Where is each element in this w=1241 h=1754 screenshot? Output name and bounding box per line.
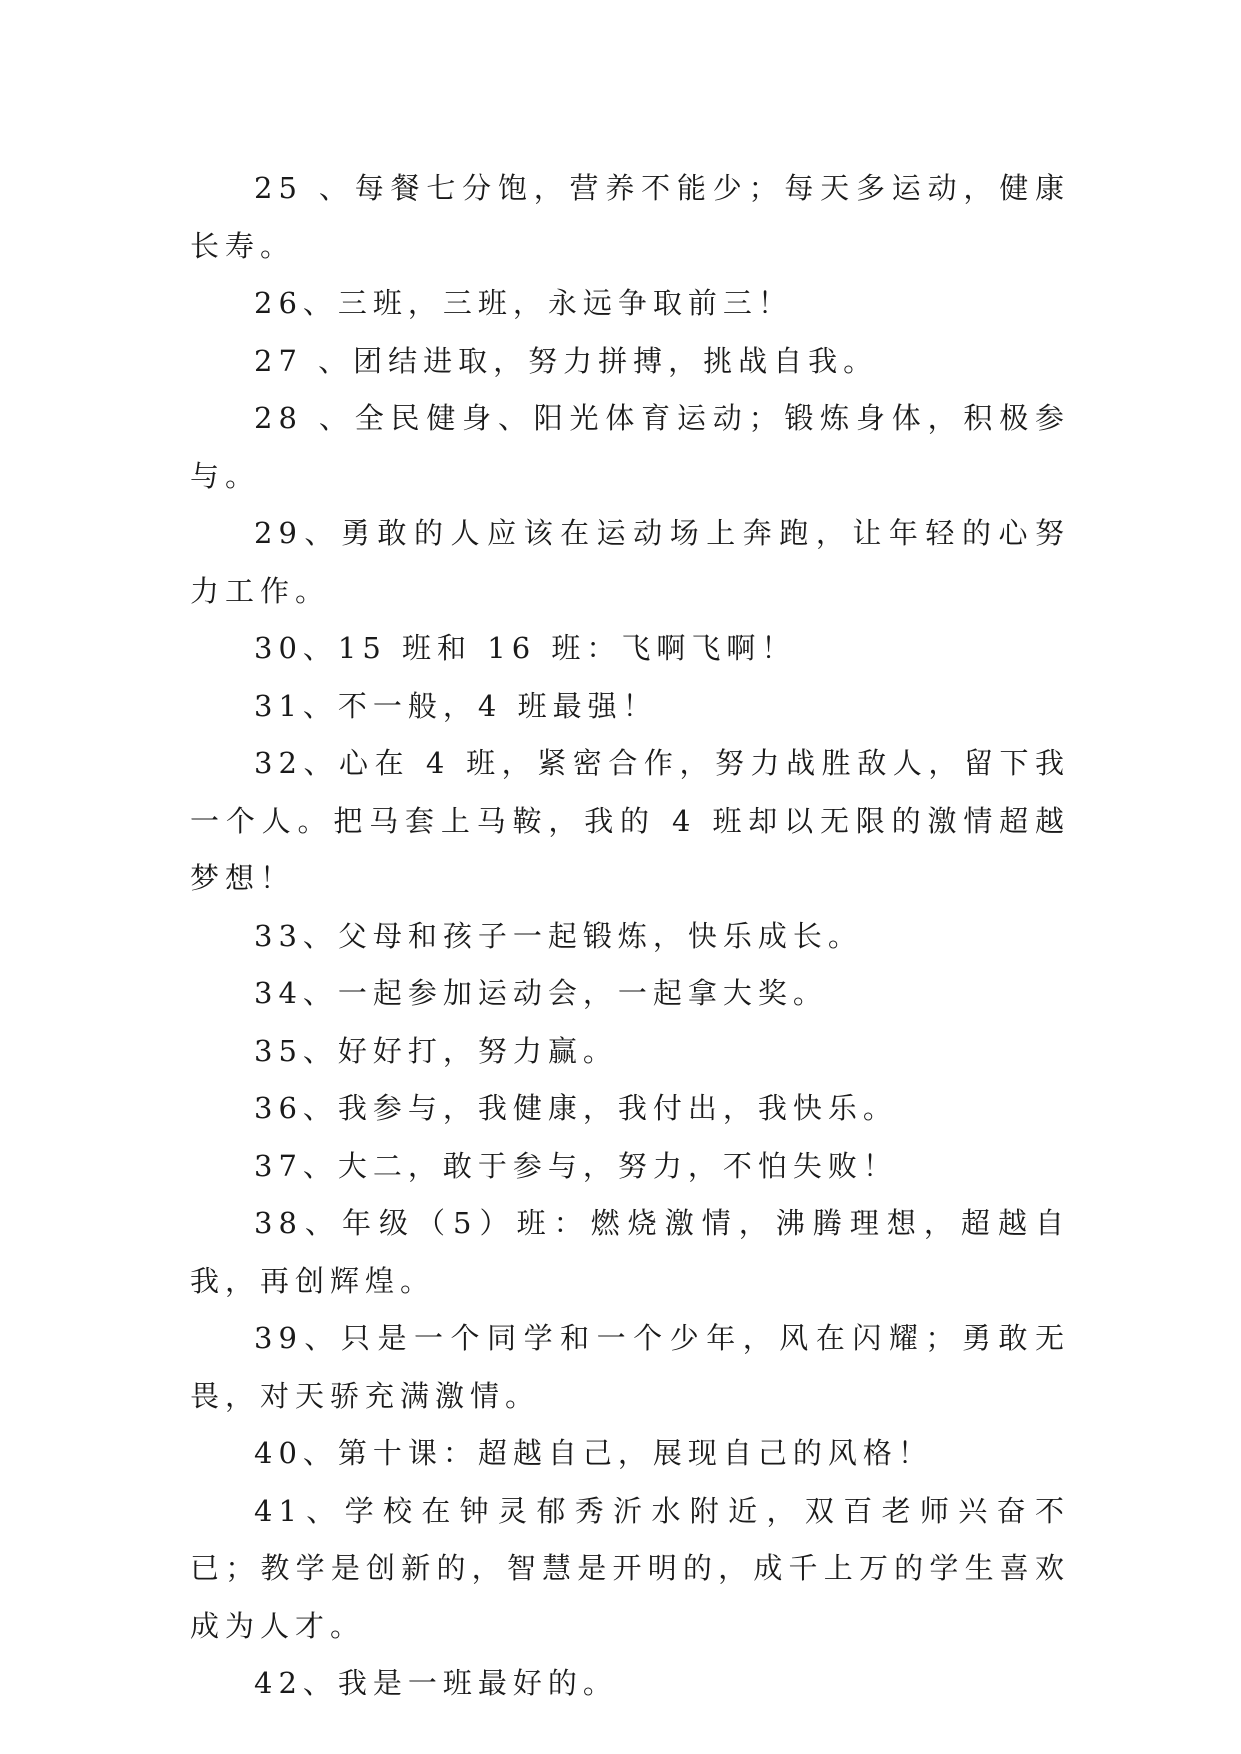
slogan-paragraph: 36、我参与，我健康，我付出，我快乐。 xyxy=(254,1091,898,1125)
slogan-paragraph: 37、大二，敢于参与，努力，不怕失败！ xyxy=(254,1148,898,1183)
slogan-paragraph: 33、父母和孩子一起锻炼，快乐成长。 xyxy=(254,918,863,953)
slogan-paragraph: 27 、团结进取，努力拼搏，挑战自我。 xyxy=(254,343,879,378)
slogan-paragraph: 42、我是一班最好的。 xyxy=(254,1666,618,1700)
slogan-paragraph: 35、好好打，努力赢。 xyxy=(254,1033,618,1068)
slogan-paragraph: 32、心在 4 班，紧密合作，努力战胜敌人，留下我一个人。把马套上马鞍，我的 4 班却以无限的激情超越梦想！ xyxy=(190,746,1070,895)
slogan-paragraph: 39、只是一个同学和一个少年，风在闪耀；勇敢无畏，对天骄充满激情。 xyxy=(190,1321,1070,1413)
slogan-paragraph: 25 、每餐七分饱，营养不能少；每天多运动，健康长寿。 xyxy=(190,171,1070,263)
slogan-paragraph: 34、一起参加运动会，一起拿大奖。 xyxy=(254,976,828,1010)
slogan-paragraph: 31、不一般，4 班最强！ xyxy=(254,688,658,723)
slogan-paragraph: 26、三班，三班，永远争取前三！ xyxy=(254,286,793,320)
document-body xyxy=(190,160,1070,1713)
slogan-paragraph: 29、勇敢的人应该在运动场上奔跑，让年轻的心努力工作。 xyxy=(190,516,1070,608)
slogan-paragraph: 40、第十课：超越自己，展现自己的风格！ xyxy=(254,1436,933,1470)
slogan-paragraph: 41、学校在钟灵郁秀沂水附近，双百老师兴奋不已；教学是创新的，智慧是开明的，成千上万的学生喜欢成为人才。 xyxy=(190,1493,1070,1643)
slogan-paragraph: 38、年级（5）班：燃烧激情，沸腾理想，超越自我，再创辉煌。 xyxy=(190,1206,1070,1298)
slogan-paragraph: 30、15 班和 16 班：飞啊飞啊！ xyxy=(254,631,797,665)
slogan-paragraph: 28 、全民健身、阳光体育运动；锻炼身体，积极参与。 xyxy=(190,401,1070,493)
